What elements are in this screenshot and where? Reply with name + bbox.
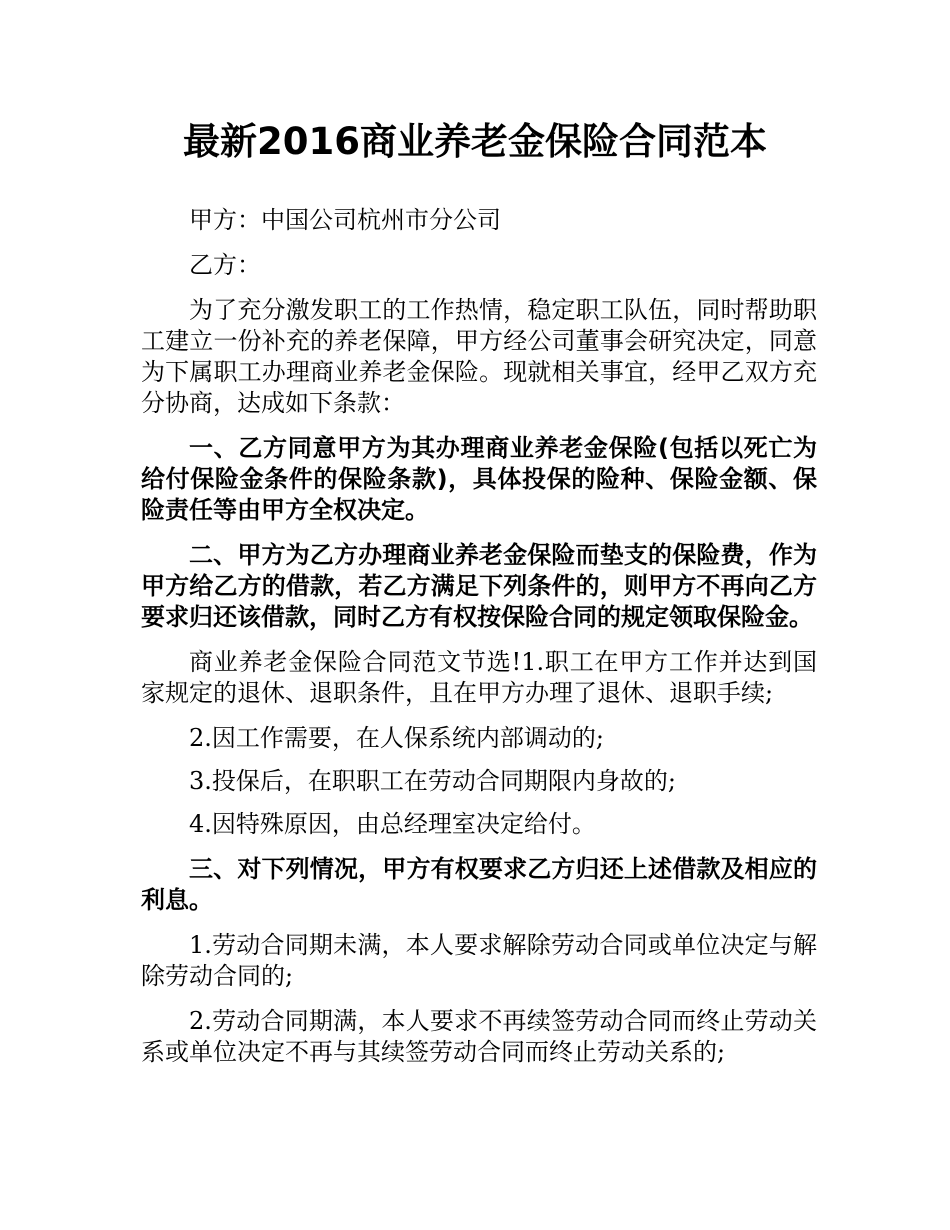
clause-one: 一、乙方同意甲方为其办理商业养老金保险(包括以死亡为给付保险金条件的保险条款)，具体投保的险种、保险金额、保险责任等由甲方全权决定。: [141, 434, 817, 524]
party-a-line: 甲方：中国公司杭州市分公司: [189, 206, 501, 234]
condition-item-4: 4.因特殊原因，由总经理室决定给付。: [189, 810, 596, 838]
condition-item-1: 商业养老金保险合同范文节选!1.职工在甲方工作并达到国家规定的退休、退职条件，且在甲方办理了退休、退职手续;: [141, 648, 817, 707]
condition-item-3: 3.投保后，在职职工在劳动合同期限内身故的;: [189, 767, 676, 795]
party-b-line: 乙方：: [189, 251, 261, 279]
repayment-item-2: 2.劳动合同期满，本人要求不再续签劳动合同而终止劳动关系或单位决定不再与其续签劳动合同而终止劳动关系的;: [141, 1007, 817, 1066]
repayment-item-1: 1.劳动合同期未满，本人要求解除劳动合同或单位决定与解除劳动合同的;: [141, 931, 817, 990]
clause-two: 二、甲方为乙方办理商业养老金保险而垫支的保险费，作为甲方给乙方的借款，若乙方满足下列条件的，则甲方不再向乙方要求归还该借款，同时乙方有权按保险合同的规定领取保险金。: [141, 541, 817, 631]
condition-item-2: 2.因工作需要，在人保系统内部调动的;: [189, 724, 604, 752]
document-title: 最新2016商业养老金保险合同范本: [183, 120, 767, 163]
document-body: [141, 205, 817, 1082]
clause-three: 三、对下列情况，甲方有权要求乙方归还上述借款及相应的利息。: [141, 855, 817, 914]
preamble-paragraph: 为了充分激发职工的工作热情，稳定职工队伍，同时帮助职工建立一份补充的养老保障，甲方经公司董事会研究决定，同意为下属职工办理商业养老金保险。现就相关事宜，经甲乙双方充分协商，达成如下条款：: [141, 296, 817, 417]
